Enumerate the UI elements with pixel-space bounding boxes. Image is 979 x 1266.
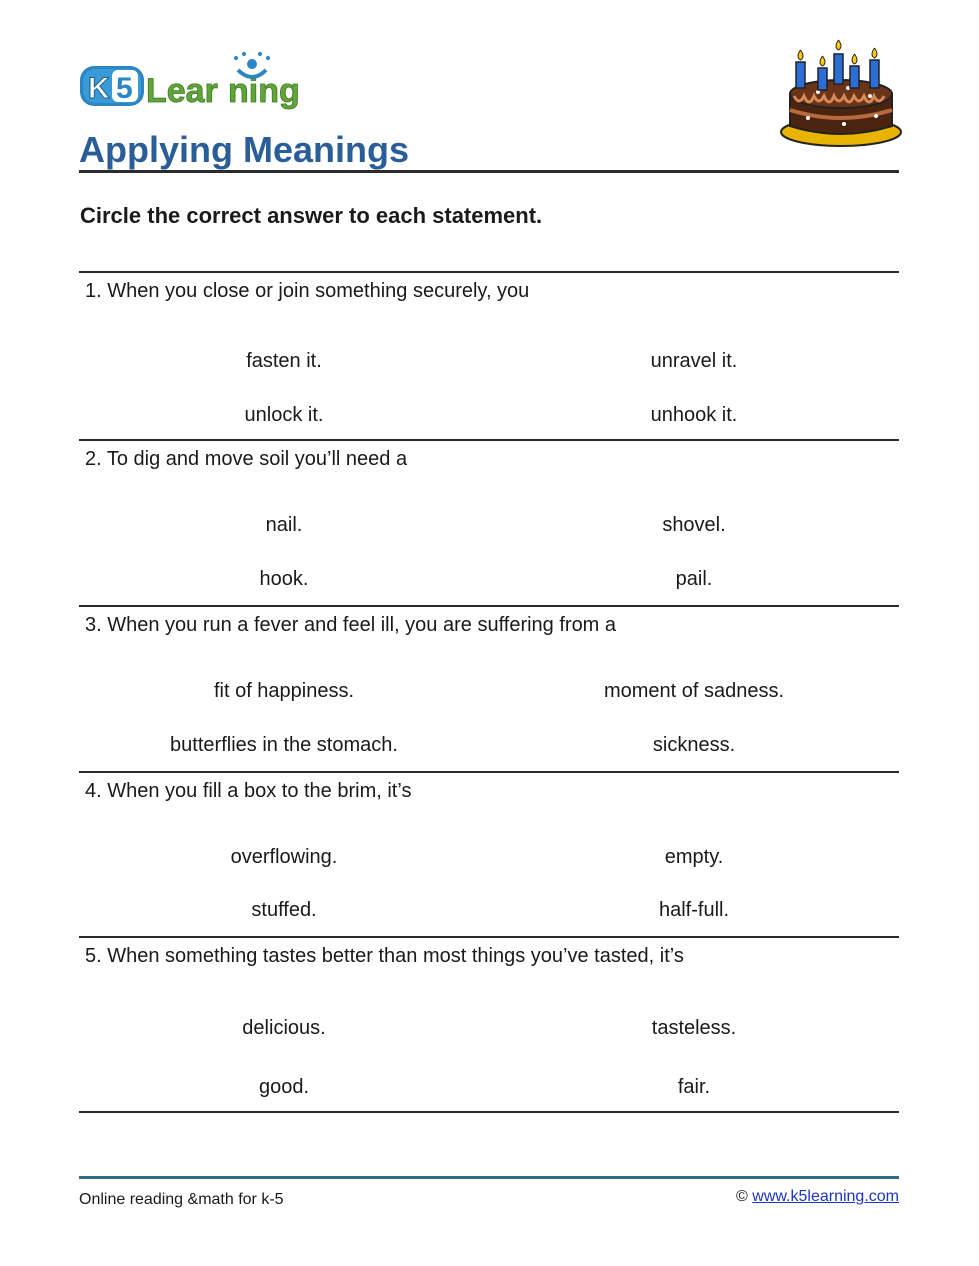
- question-4-option-b[interactable]: empty.: [664, 846, 724, 868]
- question-4-option-c[interactable]: stuffed.: [251, 899, 317, 921]
- question-4-option-d[interactable]: half-full.: [658, 899, 730, 921]
- page-title: Applying Meanings: [79, 129, 410, 170]
- question-3-option-b[interactable]: moment of sadness.: [603, 680, 785, 702]
- question-5-option-a[interactable]: delicious.: [242, 1017, 326, 1039]
- question-2-option-d[interactable]: pail.: [675, 568, 713, 590]
- question-1: [79, 271, 899, 439]
- question-3: [79, 605, 899, 771]
- question-3-option-a[interactable]: fit of happiness.: [213, 680, 355, 702]
- footer-website-link[interactable]: www.k5learning.com: [752, 1188, 899, 1205]
- question-3-option-d[interactable]: sickness.: [652, 734, 736, 756]
- svg-text:ning: ning: [228, 72, 300, 110]
- footer-credit: [736, 1187, 899, 1207]
- question-list: [79, 271, 899, 1113]
- question-2-option-c[interactable]: hook.: [259, 568, 309, 590]
- question-4-text: 4. When you fill a box to the brim, it’s: [85, 780, 412, 802]
- footer-divider: [79, 1176, 899, 1179]
- question-4: [79, 771, 899, 936]
- k5-learning-logo: [78, 50, 318, 112]
- title-divider: [79, 170, 899, 173]
- instruction-text: Circle the correct answer to each statement.: [80, 203, 543, 228]
- birthday-cake-icon: [778, 36, 904, 156]
- question-5-option-d[interactable]: fair.: [677, 1076, 711, 1098]
- svg-text:5: 5: [116, 72, 133, 105]
- footer-tagline: Online reading &math for k-5: [79, 1191, 284, 1208]
- question-1-text: 1. When you close or join something securely, you: [85, 280, 530, 302]
- question-5-text: 5. When something tastes better than most things you’ve tasted, it’s: [85, 945, 684, 967]
- question-1-option-c[interactable]: unlock it.: [244, 404, 324, 426]
- question-5-option-c[interactable]: good.: [258, 1076, 310, 1098]
- question-1-option-a[interactable]: fasten it.: [246, 350, 322, 372]
- question-5-option-b[interactable]: tasteless.: [651, 1017, 737, 1039]
- question-2-text: 2. To dig and move soil you’ll need a: [85, 448, 408, 470]
- question-3-option-c[interactable]: butterflies in the stomach.: [170, 734, 398, 756]
- question-1-option-b[interactable]: unravel it.: [650, 350, 738, 372]
- question-3-text: 3. When you run a fever and feel ill, you are suffering from a: [85, 614, 617, 636]
- question-2-option-a[interactable]: nail.: [265, 514, 303, 536]
- question-2-option-b[interactable]: shovel.: [662, 514, 726, 536]
- question-4-option-a[interactable]: overflowing.: [230, 846, 338, 868]
- svg-text:Lear: Lear: [146, 72, 218, 110]
- question-2: [79, 439, 899, 605]
- question-5: [79, 936, 899, 1111]
- question-1-option-d[interactable]: unhook it.: [650, 404, 738, 426]
- svg-text:K: K: [88, 72, 110, 105]
- copyright-symbol: ©: [736, 1188, 748, 1205]
- question-list-end-divider: [79, 1111, 899, 1113]
